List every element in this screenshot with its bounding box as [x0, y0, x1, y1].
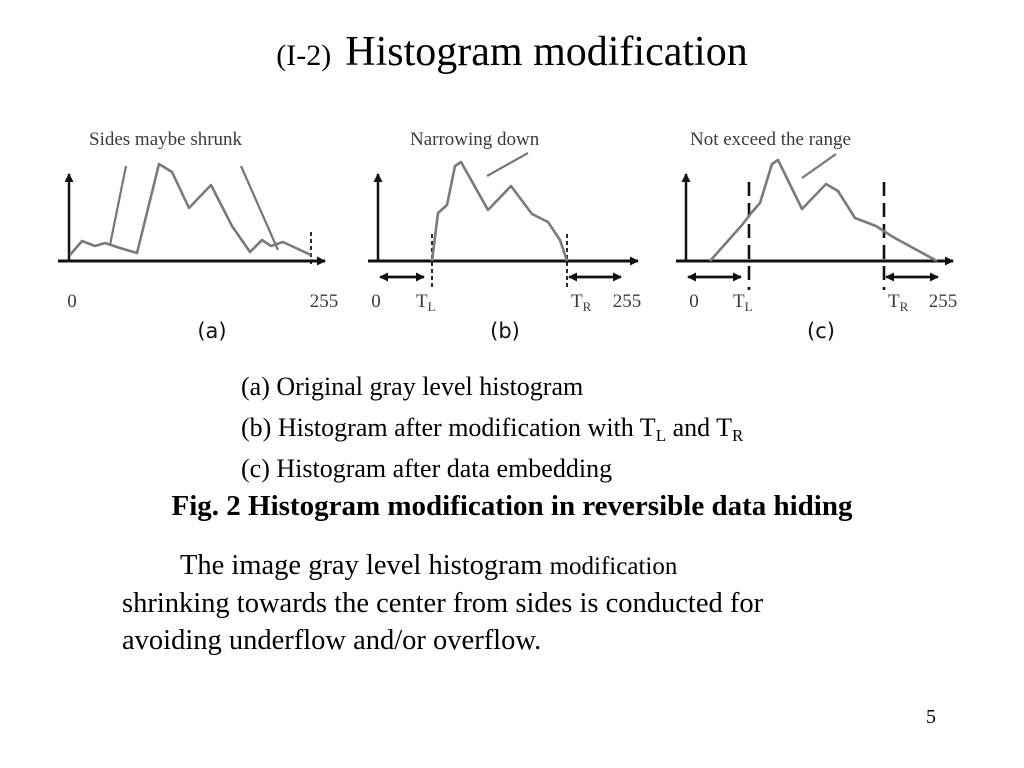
- panel-b-pointer: [487, 153, 528, 176]
- panel-b-tl: $T_L$: [416, 291, 436, 314]
- panel-c-pointer: [802, 154, 836, 178]
- panel-a-annotation: Sides maybe shrunk: [89, 129, 243, 150]
- body-line-3: avoiding underflow and/or overflow.: [122, 625, 542, 656]
- caption-a: (a) Original gray level histogram: [241, 372, 584, 401]
- caption-b: (b) Histogram after modification with $T_L$ and $T_R$: [241, 413, 744, 445]
- panel-b-axis-end: 255: [612, 291, 642, 312]
- panel-c: [676, 129, 957, 343]
- panel-c-axis-start: 0: [689, 291, 699, 312]
- panel-a-axis-end: 255: [309, 291, 339, 312]
- caption-c: (c) Histogram after data embedding: [241, 454, 613, 483]
- panel-a-label: (a): [197, 319, 227, 343]
- body-line-1: The image gray level histogram modification: [180, 550, 678, 581]
- panel-a: [58, 129, 338, 343]
- panel-a-pointer-right: [241, 166, 278, 250]
- title-main: Histogram modification: [345, 29, 748, 75]
- panel-c-histogram-curve: [710, 160, 937, 261]
- title-prefix: (I-2): [276, 39, 332, 72]
- panel-c-annotation: Not exceed the range: [690, 129, 851, 150]
- panel-c-tl: $T_L$: [733, 291, 753, 314]
- panel-b-label: (b): [490, 319, 520, 343]
- panel-b: [368, 129, 641, 343]
- histogram-figure: [0, 100, 1024, 350]
- page-number: 5: [926, 706, 936, 728]
- panel-c-tr: $T_R$: [888, 291, 909, 314]
- figure-title: Fig. 2 Histogram modification in reversible data hiding: [171, 490, 853, 522]
- body-paragraph: [122, 547, 922, 659]
- figure-captions: [241, 366, 743, 489]
- slide-title: [0, 28, 1024, 76]
- panel-a-pointer-left: [110, 166, 126, 245]
- panel-b-histogram-curve: [432, 162, 567, 261]
- panel-b-axis-start: 0: [371, 291, 381, 312]
- panel-b-annotation: Narrowing down: [410, 129, 540, 150]
- body-line-2: shrinking towards the center from sides is conducted for: [122, 588, 764, 619]
- panel-b-tr: $T_R$: [571, 291, 592, 314]
- panel-a-axis-start: 0: [67, 291, 77, 312]
- panel-c-label: (c): [807, 319, 835, 343]
- panel-c-axis-end: 255: [928, 291, 958, 312]
